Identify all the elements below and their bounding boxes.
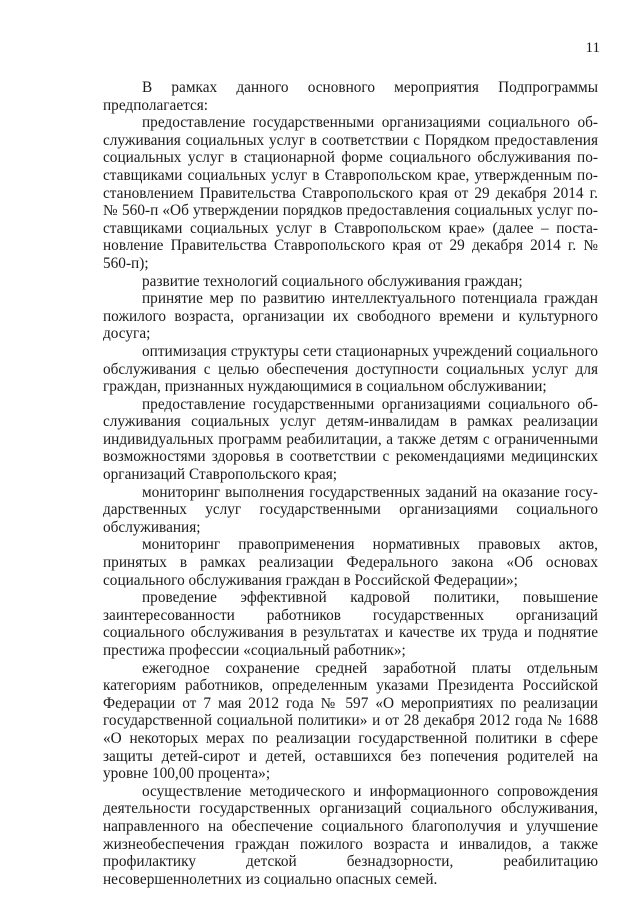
document-body [103,79,598,888]
paragraph-disabled-children-services: предоставление государственными организациями социального обслуживания социальных услуг детям-инвалидам в рамках реализации индивидуальных программ реабилитации, а также детям с ограниченными возможностями здоровья в соответствии с рекомендациями медицинских организаций Ставропольского края; [103,395,598,484]
paragraph-law-enforcement-monitoring: мониторинг правоприменения нормативных правовых актов, принятых в рамках реализации Федерального закона «Об основах социального обслуживания граждан в Российской Федерации»; [103,536,598,589]
paragraph-methodical-support: осуществление методического и информационного сопровождения деятельности государственных организаций социального обслуживания, направленного на обеспечение социального благополучия и улучшение жизнеобеспечения граждан пожилого возраста и инвалидов, а также профилактику детской безнадзорности, реабилитацию несовершеннолетних из социально опасных семей. [103,782,598,888]
paragraph-social-services-provision: предоставление государственными организациями социального обслуживания социальных услуг в соответствии с Порядком предоставления социальных услуг в стационарной форме социального обслуживания поставщиками социальных услуг в Ставропольском крае, утвержденным постановлением Правительства Ставропольского края от 29 декабря 2014 г. № 560-п «Об утверждении порядков предоставления социальных услуг поставщиками социальных услуг в Ставропольском крае» (далее – постановление Правительства Ставропольского края от 29 декабря 2014 г. № 560-п); [103,114,598,272]
paragraph-technology-development: развитие технологий социального обслуживания граждан; [142,272,523,290]
paragraph-salary-preservation: ежегодное сохранение средней заработной платы отдельным категориям работников, определенным указами Президента Российской Федерации от 7 мая 2012 года № 597 «О мероприятиях по реализации государственной социальной политики» и от 28 декабря 2012 года № 1688 «О некоторых мерах по реализации государственной политики в сфере защиты детей-сирот и детей, оставшихся без попечения родителей на уровне 100,00 процента»; [103,659,598,783]
paragraph-personnel-policy: проведение эффективной кадровой политики, повышение заинтересованности работников государственных организаций социального обслуживания в результатах и качестве их труда и поднятие престижа профессии «социальный работник»; [103,589,598,659]
page-number: 11 [585,40,600,56]
paragraph-elderly-potential: принятие мер по развитию интеллектуального потенциала граждан пожилого возраста, организации их свободного времени и культурного досуга; [103,290,598,343]
paragraph-network-optimization: оптимизация структуры сети стационарных учреждений социального обслуживания с целью обеспечения доступности социальных услуг для граждан, признанных нуждающимися в социальном обслуживании; [103,342,598,396]
paragraph-state-tasks-monitoring: мониторинг выполнения государственных заданий на оказание государственных услуг государственными организациями социального обслуживания; [103,483,598,536]
paragraph-intro: В рамках данного основного мероприятия Подпрограммы предполагается: [103,79,598,114]
